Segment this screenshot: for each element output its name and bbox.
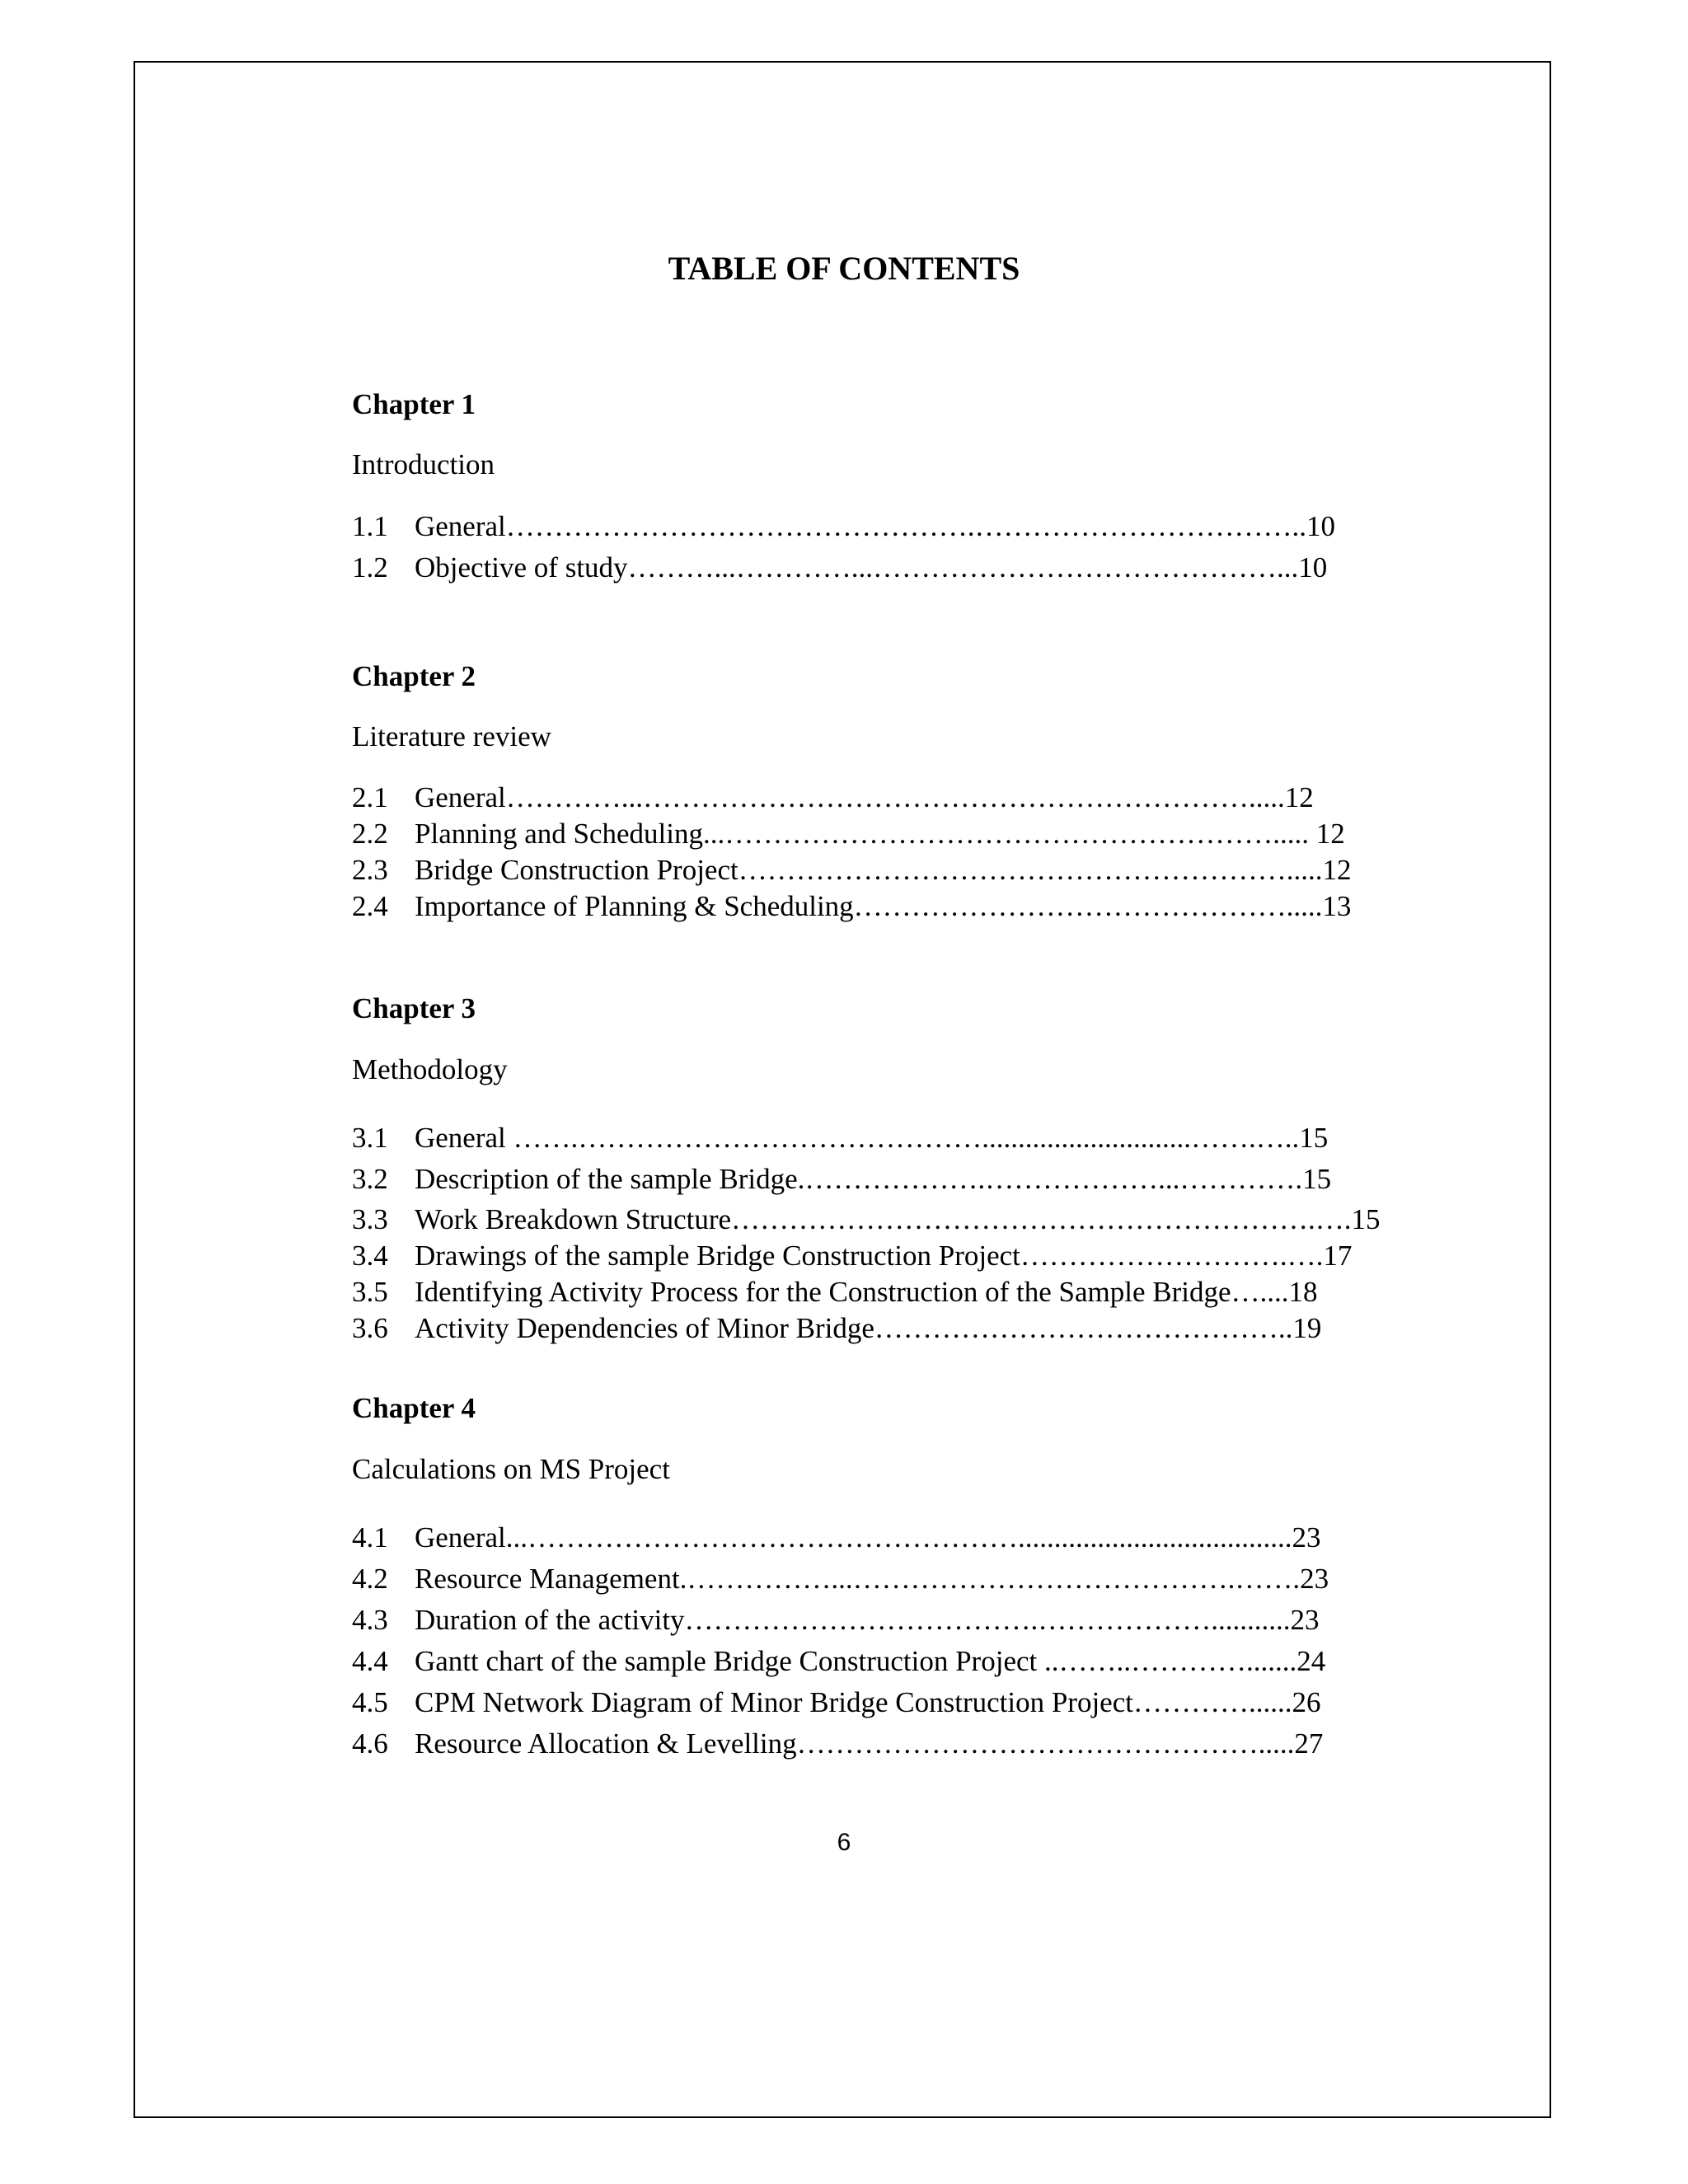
toc-entry-3-6[interactable] xyxy=(352,1311,1321,1346)
toc-entry-number: 1.2 xyxy=(352,551,388,583)
toc-entry-text: General…………...……………………………………………………….....12 xyxy=(415,781,1314,813)
toc-entry-number: 3.6 xyxy=(352,1312,388,1344)
toc-entry-text: Importance of Planning & Scheduling……………………………………….....13 xyxy=(415,890,1352,922)
toc-entry-3-5[interactable] xyxy=(352,1275,1318,1310)
chapter-2-title: Literature review xyxy=(352,720,551,752)
toc-entry-number: 3.5 xyxy=(352,1276,388,1308)
toc-entry-text: General………………………………………….……………………………..10 xyxy=(415,510,1336,542)
chapter-3-title: Methodology xyxy=(352,1053,508,1085)
toc-entry-number: 4.6 xyxy=(352,1727,388,1760)
toc-entry-text: Activity Dependencies of Minor Bridge……………………………………..19 xyxy=(415,1312,1322,1344)
toc-entry-number: 3.2 xyxy=(352,1163,388,1195)
toc-entry-text: General...……………………………………………......................................23 xyxy=(415,1521,1321,1554)
toc-entry-number: 3.1 xyxy=(352,1122,388,1154)
toc-entry-text: Bridge Construction Project………………………………………………….....12 xyxy=(415,854,1352,886)
toc-entry-number: 2.3 xyxy=(352,854,388,886)
page-border xyxy=(134,61,1551,2118)
toc-entry-number: 4.5 xyxy=(352,1686,388,1718)
toc-entry-3-1[interactable] xyxy=(352,1121,1328,1155)
toc-entry-2-2[interactable] xyxy=(352,817,1345,851)
toc-entry-3-2[interactable] xyxy=(352,1162,1331,1197)
chapter-2-heading: Chapter 2 xyxy=(352,660,476,692)
toc-entry-number: 4.2 xyxy=(352,1563,388,1595)
chapter-4-title: Calculations on MS Project xyxy=(352,1453,670,1485)
toc-entry-text: Resource Allocation & Levelling………………………………………….....27 xyxy=(415,1727,1324,1760)
toc-entry-3-4[interactable] xyxy=(352,1239,1352,1273)
toc-entry-1-1[interactable] xyxy=(352,509,1335,544)
toc-entry-number: 2.2 xyxy=(352,818,388,850)
chapter-3-heading: Chapter 3 xyxy=(352,992,476,1024)
toc-entry-text: Planning and Scheduling...…………………………………………………..... 12 xyxy=(415,818,1345,850)
chapter-1-heading: Chapter 1 xyxy=(352,388,476,420)
toc-entry-text: Objective of study………...…………...……………………………………...10 xyxy=(415,551,1328,583)
toc-entry-4-3[interactable] xyxy=(352,1603,1320,1638)
toc-entry-number: 3.3 xyxy=(352,1203,388,1235)
toc-entry-4-4[interactable] xyxy=(352,1644,1325,1679)
toc-entry-4-6[interactable] xyxy=(352,1727,1323,1761)
toc-entry-text: Description of the sample Bridge.……………….………………...………….15 xyxy=(415,1163,1332,1195)
toc-entry-number: 2.1 xyxy=(352,781,388,813)
page-number: 6 xyxy=(837,1829,851,1856)
toc-entry-text: Resource Management.……………...………………………………….…….23 xyxy=(415,1563,1329,1595)
toc-entry-1-2[interactable] xyxy=(352,551,1327,585)
toc-entry-number: 4.1 xyxy=(352,1521,388,1554)
toc-entry-2-4[interactable] xyxy=(352,889,1351,924)
toc-entry-text: Drawings of the sample Bridge Construction Project……………………….….17 xyxy=(415,1240,1353,1272)
page-title: TABLE OF CONTENTS xyxy=(668,250,1020,287)
toc-entry-2-1[interactable] xyxy=(352,780,1314,815)
toc-entry-text: Duration of the activity……………………………….………………...........23 xyxy=(415,1604,1320,1636)
toc-entry-3-3[interactable] xyxy=(352,1202,1381,1237)
chapter-4-heading: Chapter 4 xyxy=(352,1392,476,1424)
toc-entry-4-5[interactable] xyxy=(352,1685,1320,1720)
toc-entry-number: 4.3 xyxy=(352,1604,388,1636)
toc-entry-text: General …….…………………………………….............................…….…..15 xyxy=(415,1122,1329,1154)
toc-entry-number: 3.4 xyxy=(352,1240,388,1272)
toc-entry-number: 4.4 xyxy=(352,1645,388,1677)
toc-entry-text: Identifying Activity Process for the Construction of the Sample Bridge…....18 xyxy=(415,1276,1318,1308)
toc-entry-4-2[interactable] xyxy=(352,1562,1329,1596)
toc-entry-text: Gantt chart of the sample Bridge Construction Project ..……..………….......24 xyxy=(415,1645,1326,1677)
toc-entry-text: CPM Network Diagram of Minor Bridge Construction Project…………......26 xyxy=(415,1686,1321,1718)
toc-entry-2-3[interactable] xyxy=(352,853,1351,888)
toc-entry-number: 2.4 xyxy=(352,890,388,922)
toc-entry-4-1[interactable] xyxy=(352,1521,1321,1555)
toc-entry-text: Work Breakdown Structure…………………………………………………….….15 xyxy=(415,1203,1381,1235)
toc-entry-number: 1.1 xyxy=(352,510,388,542)
chapter-1-title: Introduction xyxy=(352,448,495,480)
